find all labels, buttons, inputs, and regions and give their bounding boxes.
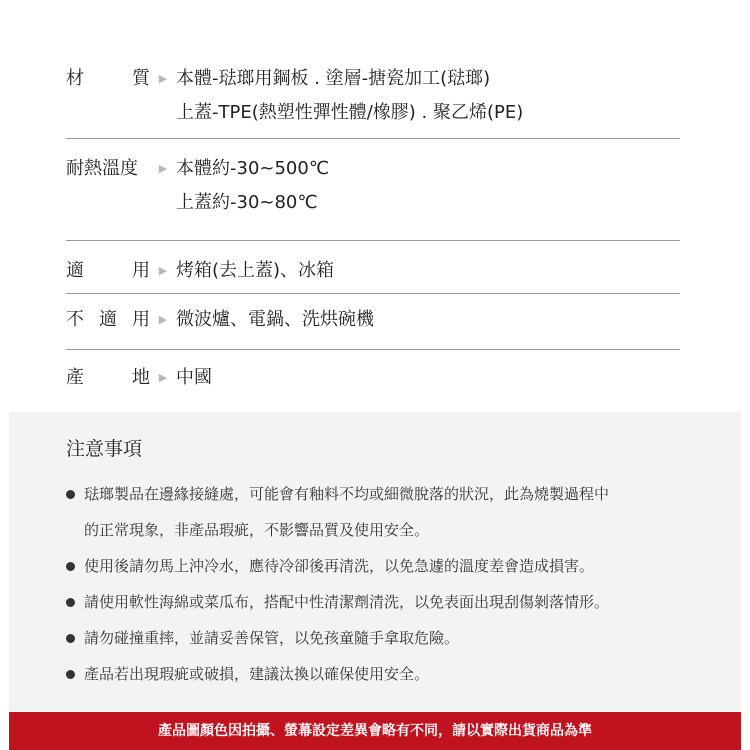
spec-label: 產 地 (66, 367, 150, 388)
spec-row-suitable (66, 241, 680, 294)
bullet-icon (66, 562, 75, 571)
triangle-right-icon: ▶ (158, 371, 168, 384)
spec-value: 本體-琺瑯用鋼板 . 塗層-搪瓷加工(琺瑯) (176, 68, 491, 89)
triangle-right-icon: ▶ (158, 313, 168, 326)
bullet-icon (66, 634, 75, 643)
list-item: 使用後請勿馬上沖冷水，應待冷卻後再清洗，以免急遽的溫度差會造成損害。 (66, 548, 716, 584)
list-item-continuation: 的正常現象，非產品瑕疵，不影響品質及使用安全。 (84, 521, 430, 539)
bullet-icon (66, 490, 75, 499)
triangle-right-icon: ▶ (158, 162, 168, 175)
spec-row-origin (66, 350, 680, 405)
list-item: 請使用軟性海綿或菜瓜布，搭配中性清潔劑清洗，以免表面出現刮傷剝落情形。 (66, 584, 716, 620)
list-item: 琺瑯製品在邊緣接縫處，可能會有釉料不均或細微脫落的狀況，此為燒製過程中 (66, 476, 716, 512)
triangle-right-icon: ▶ (158, 264, 168, 277)
bullet-icon (66, 598, 75, 607)
spec-value: 中國 (176, 367, 212, 388)
notes-title: 注意事項 (66, 438, 143, 460)
spec-value: 烤箱(去上蓋)、冰箱 (176, 260, 335, 281)
spec-row-heat-resistance (66, 139, 680, 241)
spec-value: 上蓋約-30~80℃ (176, 192, 318, 213)
spec-row-unsuitable (66, 294, 680, 350)
list-item: 請勿碰撞重摔，並請妥善保管，以免孩童隨手拿取危險。 (66, 620, 716, 656)
spec-label: 不 適 用 (66, 309, 150, 330)
spec-value: 本體約-30~500℃ (176, 158, 330, 179)
spec-row-material (66, 53, 680, 139)
bullet-icon (66, 670, 75, 679)
spec-table (66, 53, 680, 405)
notes-list (66, 476, 716, 692)
disclaimer-banner: 產品圖顏色因拍攝、螢幕設定差異會略有不同，請以實際出貨商品為準 (9, 712, 741, 750)
notes-section (9, 412, 741, 750)
spec-label: 材 質 (66, 68, 150, 89)
list-item: 產品若出現瑕疵或破損，建議汰換以確保使用安全。 (66, 656, 716, 692)
spec-value: 微波爐、電鍋、洗烘碗機 (176, 309, 374, 330)
spec-label: 適 用 (66, 260, 150, 281)
spec-label: 耐熱溫度 (66, 158, 138, 179)
triangle-right-icon: ▶ (158, 72, 168, 85)
spec-value: 上蓋-TPE(熱塑性彈性體/橡膠) . 聚乙烯(PE) (176, 102, 524, 123)
